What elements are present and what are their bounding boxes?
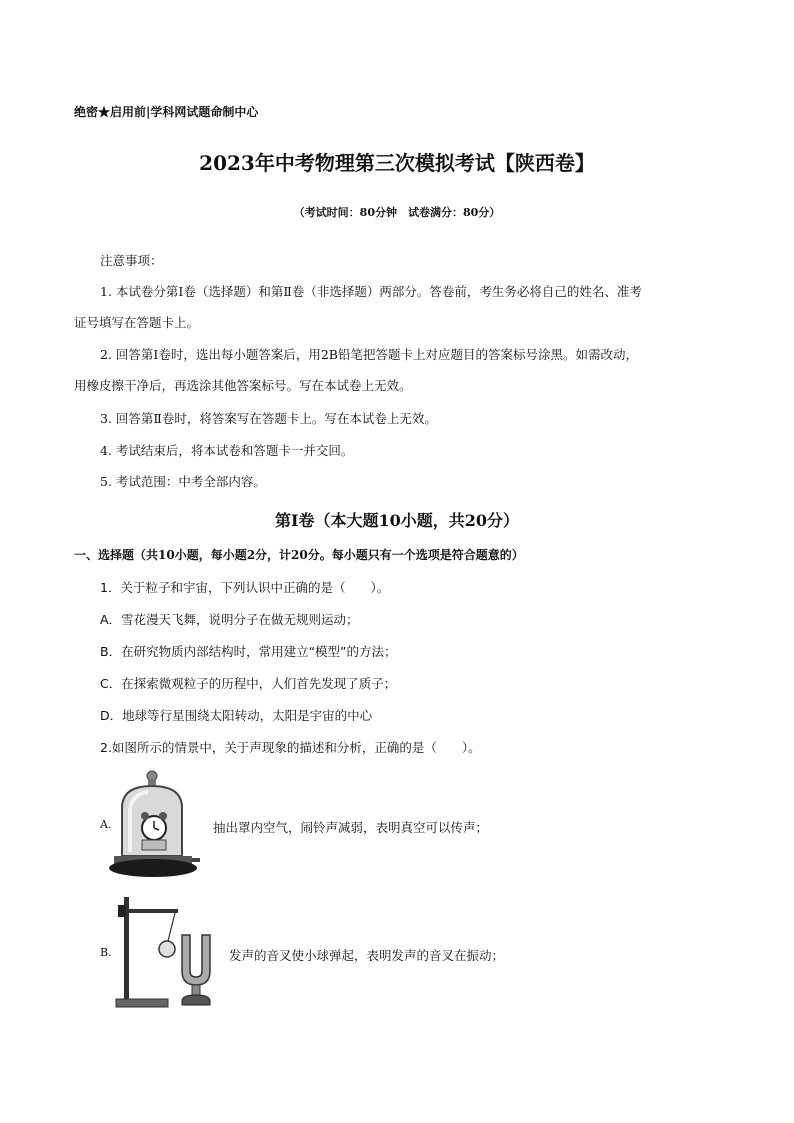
notice-item: 用橡皮擦干净后，再选涂其他答案标号。写在本试卷上无效。 bbox=[74, 378, 412, 393]
question-1-option-a: A．雪花漫天飞舞，说明分子在做无规则运动； bbox=[100, 612, 359, 627]
bell-jar-figure bbox=[108, 768, 204, 880]
question-2-option-a-text: 抽出罩内空气，闹铃声减弱，表明真空可以传声； bbox=[213, 820, 489, 835]
notice-item: 4. 考试结束后，将本试卷和答题卡一并交回。 bbox=[100, 443, 354, 458]
section-title: 第Ⅰ卷（本大题10小题，共20分） bbox=[274, 511, 520, 530]
notice-item: 5. 考试范围：中考全部内容。 bbox=[100, 474, 266, 489]
notice-item: 1. 本试卷分第Ⅰ卷（选择题）和第Ⅱ卷（非选择题）两部分。答卷前，考生务必将自己的姓名、准考 bbox=[100, 284, 642, 299]
question-2-option-a-letter: A. bbox=[100, 818, 112, 831]
part-title: 一、选择题（共10小题，每小题2分，计20分。每小题只有一个选项是符合题意的） bbox=[74, 548, 524, 562]
question-1-option-c: C．在探索微观粒子的历程中，人们首先发现了质子； bbox=[100, 676, 397, 691]
question-1-option-b: B．在研究物质内部结构时，常用建立“模型”的方法； bbox=[100, 644, 397, 659]
question-2-option-b-text: 发声的音叉使小球弹起，表明发声的音叉在振动； bbox=[229, 948, 505, 963]
notice-item: 3. 回答第Ⅱ卷时，将答案写在答题卡上。写在本试卷上无效。 bbox=[100, 411, 437, 426]
header-secret-mark: 绝密★启用前|学科网试题命制中心 bbox=[74, 105, 259, 119]
question-2-stem: 2.如图所示的情景中，关于声现象的描述和分析，正确的是（ ）。 bbox=[100, 740, 481, 755]
tuning-fork-figure bbox=[112, 893, 224, 1011]
exam-info: （考试时间：80分钟 试卷满分：80分） bbox=[293, 206, 501, 219]
page-title: 2023年中考物理第三次模拟考试【陕西卷】 bbox=[199, 151, 595, 175]
notice-item: 2. 回答第Ⅰ卷时，选出每小题答案后，用2B铅笔把答题卡上对应题目的答案标号涂黑。如需改动， bbox=[100, 347, 638, 362]
question-2-option-b-letter: B. bbox=[100, 946, 112, 959]
notice-heading: 注意事项： bbox=[100, 253, 163, 268]
question-1-stem: 1．关于粒子和宇宙，下列认识中正确的是（ ）。 bbox=[100, 580, 390, 595]
notice-item: 证号填写在答题卡上。 bbox=[74, 315, 200, 330]
question-1-option-d: D．地球等行星围绕太阳转动，太阳是宇宙的中心 bbox=[100, 708, 373, 723]
